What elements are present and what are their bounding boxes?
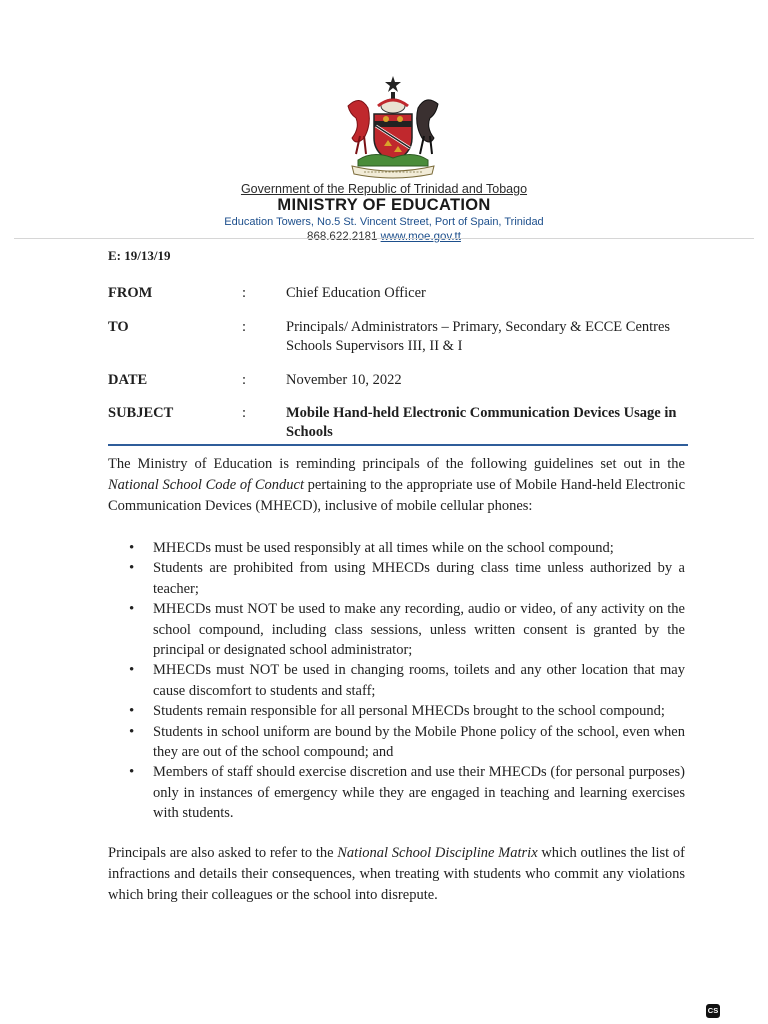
to-value-line-2: Schools Supervisors III, II & I (286, 338, 463, 354)
closing-text-start: Principals are also asked to refer to the (108, 845, 338, 861)
from-label: FROM (108, 285, 153, 301)
from-value: Chief Education Officer (286, 285, 426, 301)
government-name: Government of the Republic of Trinidad and Tobago (240, 182, 528, 196)
government-heading (0, 182, 768, 196)
phone-number: 868.622.2181 (307, 231, 378, 243)
guideline-item: • Students in school uniform are bound by the Mobile Phone policy of the school, even when they are out of the school compound; and (108, 722, 685, 763)
closing-text-end: which outlines the list of infractions and details their consequences, when treating with students who commit any violations which bring their colleagues or the school into disrepute. (108, 845, 685, 903)
guideline-item: • Students are prohibited from using MHECDs during class time unless authorized by a teacher; (108, 558, 685, 599)
header-divider (108, 444, 688, 446)
website-link[interactable]: www.moe.gov.tt (380, 231, 461, 243)
guideline-item: • Members of staff should exercise discretion and use their MHECDs (for personal purposes) only in instances of emergency while they are engaged in teaching and learning exercises with students. (108, 762, 685, 823)
ministry-contact (0, 231, 768, 243)
date-value: November 10, 2022 (286, 372, 402, 388)
to-value (286, 318, 706, 356)
intro-text-start: The Ministry of Education is reminding principals of the following guidelines set out in the (108, 456, 685, 472)
code-of-conduct-title: National School Code of Conduct (108, 477, 304, 493)
subject-value: Mobile Hand-held Electronic Communication Devices Usage in Schools (286, 405, 677, 440)
subject-label: SUBJECT (108, 405, 174, 421)
coat-of-arms-icon (338, 76, 448, 180)
discipline-matrix-title: National School Discipline Matrix (337, 845, 538, 861)
date-label: DATE (108, 372, 148, 388)
ministry-title: MINISTRY OF EDUCATION (277, 196, 491, 214)
guideline-item: • MHECDs must NOT be used to make any recording, audio or video, of any activity on the school compound, including class sessions, unless written consent is granted by the principal or designated school administrator; (108, 599, 685, 660)
field-separator: : (242, 405, 247, 421)
reference-number: E: 19/13/19 (108, 248, 171, 263)
field-separator: : (242, 372, 247, 388)
to-label: TO (108, 319, 129, 335)
guideline-item: • MHECDs must NOT be used in changing rooms, toilets and any other location that may cause discomfort to students and staff; (108, 660, 685, 701)
letterhead-divider (14, 238, 754, 239)
closing-paragraph (108, 843, 685, 906)
to-value-line-1: Principals/ Administrators – Primary, Secondary & ECCE Centres (286, 319, 671, 335)
camscanner-badge-icon: CS (706, 1004, 720, 1018)
intro-paragraph (108, 454, 685, 517)
guideline-item: • MHECDs must be used responsibly at all times while on the school compound; (108, 538, 685, 558)
intro-text-end: pertaining to the appropriate use of Mobile Hand-held Electronic Communication Devices (MHECD), inclusive of mobile cellular phones: (108, 477, 686, 514)
field-separator: : (242, 319, 247, 335)
ministry-address: Education Towers, No.5 St. Vincent Street, Port of Spain, Trinidad (224, 216, 544, 228)
guidelines-list (108, 538, 685, 824)
guideline-item: • Students remain responsible for all personal MHECDs brought to the school compound; (108, 701, 685, 721)
field-separator: : (242, 285, 247, 301)
